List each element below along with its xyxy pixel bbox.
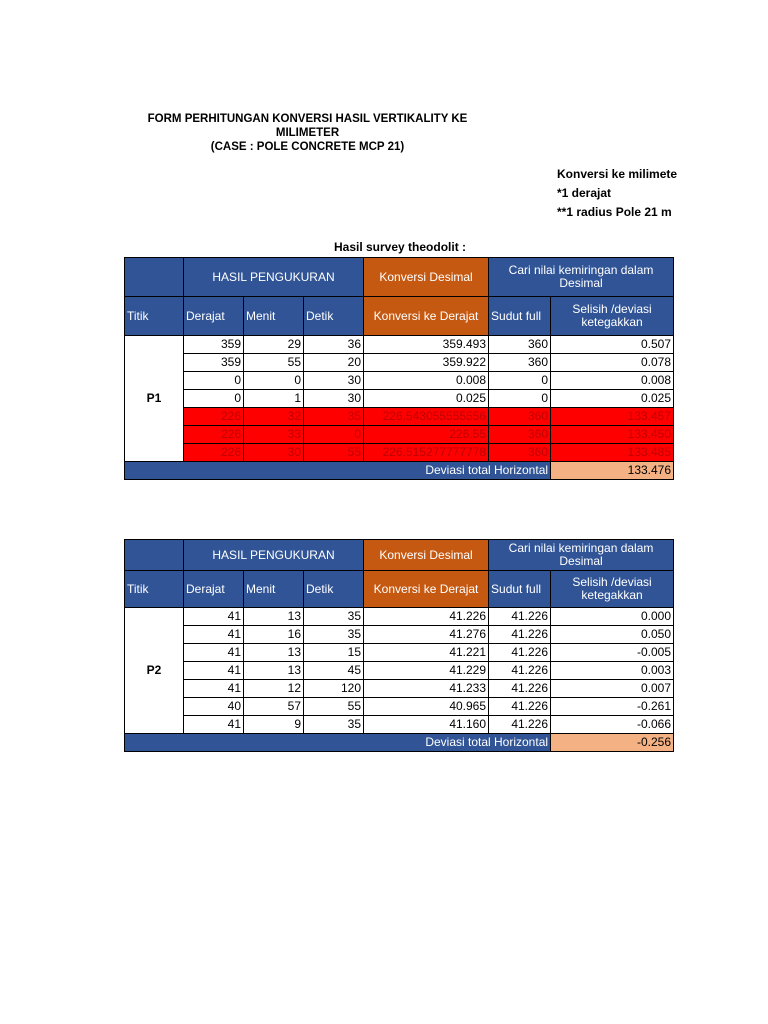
table-row: [125, 716, 674, 734]
header-selisih-deviasi: Selisih /deviasi ketegakkan: [551, 297, 674, 336]
table-row: [125, 444, 674, 462]
detik-cell: 20: [304, 354, 364, 372]
menit-cell: 13: [244, 608, 304, 626]
table-row: [125, 626, 674, 644]
header-cari-kemiringan: Cari nilai kemiringan dalam Desimal: [489, 540, 674, 571]
sudut-full-cell: 41.226: [489, 644, 551, 662]
title-line-1: FORM PERHITUNGAN KONVERSI HASIL VERTIKALITY KE: [147, 113, 468, 125]
deviasi-cell: 133.485: [551, 444, 674, 462]
total-value: 133.476: [551, 462, 674, 480]
deviasi-cell: 0.025: [551, 390, 674, 408]
table-row: [125, 426, 674, 444]
detik-cell: 30: [304, 390, 364, 408]
derajat-cell: 41: [184, 608, 244, 626]
menit-cell: 57: [244, 698, 304, 716]
deviasi-cell: -0.066: [551, 716, 674, 734]
menit-cell: 55: [244, 354, 304, 372]
detik-cell: 30: [304, 372, 364, 390]
sudut-full-cell: 0: [489, 390, 551, 408]
konversi-cell: 41.233: [364, 680, 489, 698]
table-row: [125, 390, 674, 408]
derajat-cell: 359: [184, 354, 244, 372]
deviasi-cell: 0.507: [551, 336, 674, 354]
header-konversi-desimal: Konversi Desimal: [364, 258, 489, 297]
table-row: [125, 354, 674, 372]
header-menit: Menit: [244, 571, 304, 608]
detik-cell: 15: [304, 644, 364, 662]
konversi-cell: 41.276: [364, 626, 489, 644]
konversi-cell: 41.221: [364, 644, 489, 662]
header-konversi-ke-derajat: Konversi ke Derajat: [364, 571, 489, 608]
sudut-full-cell: 360: [489, 426, 551, 444]
menit-cell: 30: [244, 444, 304, 462]
header-detik: Detik: [304, 571, 364, 608]
deviasi-cell: 0.000: [551, 608, 674, 626]
menit-cell: 16: [244, 626, 304, 644]
konversi-cell: 226.515277777778: [364, 444, 489, 462]
konversi-cell: 359.922: [364, 354, 489, 372]
note-line-2: *1 derajat: [557, 186, 612, 200]
deviasi-cell: 0.003: [551, 662, 674, 680]
konversi-cell: 0.025: [364, 390, 489, 408]
sudut-full-cell: 41.226: [489, 608, 551, 626]
derajat-cell: 359: [184, 336, 244, 354]
sudut-full-cell: 360: [489, 444, 551, 462]
menit-cell: 29: [244, 336, 304, 354]
deviasi-cell: 0.007: [551, 680, 674, 698]
point-label: P1: [125, 336, 184, 462]
deviasi-cell: -0.261: [551, 698, 674, 716]
header-konversi-ke-derajat: Konversi ke Derajat: [364, 297, 489, 336]
header-hasil-pengukuran: HASIL PENGUKURAN: [184, 258, 364, 297]
menit-cell: 32: [244, 408, 304, 426]
menit-cell: 0: [244, 372, 304, 390]
sudut-full-cell: 41.226: [489, 680, 551, 698]
deviasi-cell: 0.008: [551, 372, 674, 390]
deviasi-cell: -0.005: [551, 644, 674, 662]
table-row: [125, 408, 674, 426]
sudut-full-cell: 360: [489, 336, 551, 354]
derajat-cell: 41: [184, 716, 244, 734]
konversi-cell: 359.493: [364, 336, 489, 354]
derajat-cell: 226: [184, 408, 244, 426]
total-label: Deviasi total Horizontal: [125, 734, 551, 752]
derajat-cell: 41: [184, 662, 244, 680]
konversi-cell: 41.229: [364, 662, 489, 680]
conversion-notes: [557, 165, 768, 222]
header-derajat: Derajat: [184, 571, 244, 608]
header-cari-kemiringan: Cari nilai kemiringan dalam Desimal: [489, 258, 674, 297]
detik-cell: 35: [304, 608, 364, 626]
header-titik: Titik: [125, 297, 184, 336]
header-titik: Titik: [125, 571, 184, 608]
sudut-full-cell: 360: [489, 408, 551, 426]
derajat-cell: 41: [184, 644, 244, 662]
table-row: [125, 662, 674, 680]
total-row: [125, 734, 674, 752]
sudut-full-cell: 0: [489, 372, 551, 390]
header-sudut-full: Sudut full: [489, 571, 551, 608]
header-menit: Menit: [244, 297, 304, 336]
deviasi-cell: 0.078: [551, 354, 674, 372]
table-row: [125, 608, 674, 626]
form-title: [135, 112, 480, 154]
menit-cell: 13: [244, 644, 304, 662]
konversi-cell: 226.55: [364, 426, 489, 444]
total-row: [125, 462, 674, 480]
table-row: [125, 336, 674, 354]
derajat-cell: 40: [184, 698, 244, 716]
total-label: Deviasi total Horizontal: [125, 462, 551, 480]
derajat-cell: 226: [184, 444, 244, 462]
menit-cell: 13: [244, 662, 304, 680]
title-line-2: MILIMETER: [275, 127, 340, 139]
title-line-3: (CASE : POLE CONCRETE MCP 21): [210, 141, 405, 153]
detik-cell: 35: [304, 716, 364, 734]
detik-cell: 45: [304, 662, 364, 680]
header-hasil-pengukuran: HASIL PENGUKURAN: [184, 540, 364, 571]
detik-cell: 35: [304, 408, 364, 426]
konversi-cell: 226.543055555556: [364, 408, 489, 426]
derajat-cell: 226: [184, 426, 244, 444]
table-row: [125, 644, 674, 662]
header-sudut-full: Sudut full: [489, 297, 551, 336]
detik-cell: 36: [304, 336, 364, 354]
menit-cell: 33: [244, 426, 304, 444]
sudut-full-cell: 41.226: [489, 626, 551, 644]
sudut-full-cell: 41.226: [489, 698, 551, 716]
menit-cell: 1: [244, 390, 304, 408]
detik-cell: 55: [304, 444, 364, 462]
header-detik: Detik: [304, 297, 364, 336]
sudut-full-cell: 41.226: [489, 716, 551, 734]
table-row: [125, 680, 674, 698]
konversi-cell: 41.226: [364, 608, 489, 626]
menit-cell: 9: [244, 716, 304, 734]
note-line-3: **1 radius Pole 21 m: [557, 205, 672, 219]
table-row: [125, 698, 674, 716]
deviasi-cell: 133.457: [551, 408, 674, 426]
derajat-cell: 0: [184, 372, 244, 390]
deviasi-cell: 0.050: [551, 626, 674, 644]
konversi-cell: 40.965: [364, 698, 489, 716]
detik-cell: 55: [304, 698, 364, 716]
note-line-1: Konversi ke milimete: [557, 167, 678, 181]
table-row: [125, 372, 674, 390]
point-label: P2: [125, 608, 184, 734]
header-konversi-desimal: Konversi Desimal: [364, 540, 489, 571]
deviasi-cell: 133.450: [551, 426, 674, 444]
measurement-table-p1: [124, 257, 674, 480]
detik-cell: 35: [304, 626, 364, 644]
menit-cell: 12: [244, 680, 304, 698]
measurement-table-p2: [124, 539, 674, 752]
sudut-full-cell: 360: [489, 354, 551, 372]
derajat-cell: 41: [184, 626, 244, 644]
konversi-cell: 0.008: [364, 372, 489, 390]
detik-cell: 120: [304, 680, 364, 698]
detik-cell: 0: [304, 426, 364, 444]
header-derajat: Derajat: [184, 297, 244, 336]
total-value: -0.256: [551, 734, 674, 752]
konversi-cell: 41.160: [364, 716, 489, 734]
header-selisih-deviasi: Selisih /deviasi ketegakkan: [551, 571, 674, 608]
derajat-cell: 0: [184, 390, 244, 408]
derajat-cell: 41: [184, 680, 244, 698]
survey-label: Hasil survey theodolit :: [333, 240, 467, 254]
sudut-full-cell: 41.226: [489, 662, 551, 680]
